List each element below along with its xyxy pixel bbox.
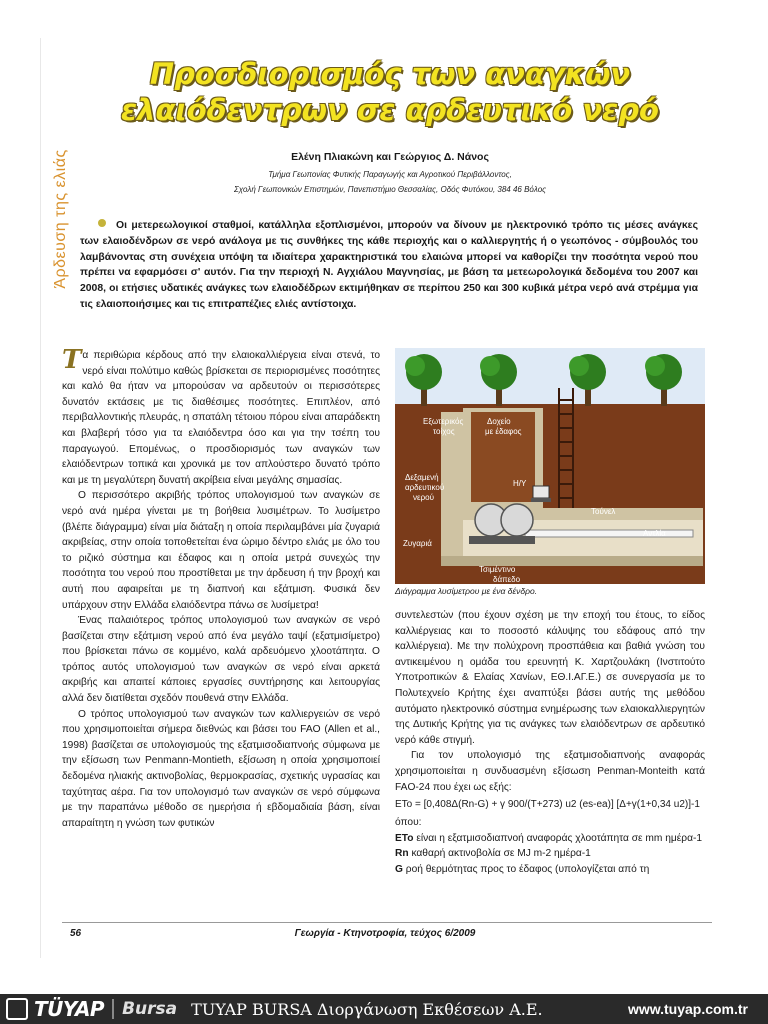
lysimeter-diagram — [395, 348, 705, 584]
authors: Ελένη Πλιακώνη και Γεώργιος Δ. Νάνος — [291, 151, 489, 163]
article-title — [100, 56, 680, 128]
where-label: όπου: — [395, 817, 422, 829]
label-scale: Ζυγαριά — [403, 539, 432, 548]
label-soil-tank: Δοχείο με έδαφος — [485, 417, 522, 436]
definition-term: G — [395, 863, 403, 875]
label-outer-wall: Εξωτερικός τοίχος — [423, 417, 464, 436]
label-tunnel: Τούνελ — [591, 507, 616, 516]
section-tab-label: Άρδευση της ελιάς — [52, 149, 69, 289]
definition-text: καθαρή ακτινοβολία σε MJ m-2 ημέρα-1 — [411, 848, 591, 860]
left-column — [62, 345, 380, 831]
affiliation — [100, 167, 680, 197]
paragraph: Ο περισσότερο ακριβής τρόπος υπολογισμού των αναγκών σε νερό ανά ημέρα γίνεται με τη βοήθεια λυσιμέτρων. Το λυσίμετρο (βλέπε διάγραμμα) είναι μία διάταξη η οποία περιλαμβάνει μία ζυγαριά ακριβείας, στην οποία τοποθετείται ένα ώριμο δέντρο ελιάς με όλο του το ριζικό σύστημα και έδαφος και η οποία μετρά συνεχώς την ποσότητα του νερού που προστίθεται με την άρδευση ή την βροχή και αυτή που αφαιρείται με τη διαπνοή και εξάτμιση. Φυσικά δεν υπάρχουν στην Ελλάδα ελαιόδεντρα πάνω σε λυσίμετρα! — [62, 490, 380, 611]
journal-name: Γεωργία - Κτηνοτροφία, τεύχος 6/2009 — [294, 928, 476, 939]
right-column — [395, 608, 705, 878]
definitions — [395, 815, 705, 877]
water-tank — [501, 504, 533, 536]
definition-term: Rn — [395, 848, 409, 860]
section-tab — [41, 130, 69, 310]
definition-item — [395, 846, 705, 862]
pipe — [525, 530, 693, 537]
brand-name: TÜYAP — [34, 997, 105, 1021]
label-pump: Αντλία — [643, 529, 666, 538]
label-floor: Τσιμέντινο δάπεδο — [479, 565, 521, 584]
brand-logo-icon — [6, 998, 28, 1020]
paragraph: Ένας παλαιότερος τρόπος υπολογισμού των αναγκών σε νερό βασίζεται στην εξάτμιση νερού από ένα μεγάλο ταψί (εξατμισίμετρο) που βρίσκεται πάνω σε κομμένο, καλά αρδευόμενο χλοοτάπητα. Ο τρόπος αυτός υπολογισμού των αναγκών σε νερό είναι αρκετά ακριβής και απαιτεί κάποιες εργασίες συντήρησης και λειτουργίας αλλά δεν διατίθεται σχεδόν πουθενά στην Ελλάδα. — [62, 615, 380, 705]
definition-item — [395, 831, 705, 847]
title-line-1: Προσδιορισμός των αναγκών — [149, 57, 631, 91]
definition-item — [395, 862, 705, 878]
penman-monteith-equation: ETo = [0,408Δ(Rn-G) + γ 900/(T+273) u2 (es-ea)] [Δ+γ(1+0,34 u2)]-1 — [395, 799, 700, 811]
definition-text: ροή θερμότητας προς το έδαφος (υπολογίζεται από τη — [405, 863, 650, 875]
bullet-icon — [98, 219, 106, 227]
scale — [469, 536, 535, 544]
dropcap: Τ — [62, 345, 82, 375]
paragraph: Ο τρόπος υπολογισμού των αναγκών των καλλιεργειών σε νερό που χρησιμοποιείται σήμερα διεθνώς και βάσει του FAO (Allen et al., 1998) βασίζεται σε υπολογισμούς της εξατμισοδιαπνοής σύμφωνα με την εξίσωση των Penmann-Montieth, εξίσωση η οποία χρησιμοποιεί δεδομένα ηλιακής ακτινοβολίας, θερμοκρασίας, σχετικής υγρασίας και ταχύτητας αέρα. Για τον υπολογισμό των αναγκών σε νερό σύμφωνα με την παραπάνω μέθοδο σε ημερήσια ή εβδομαδιαία βάση, είναι απαραίτητη η γνώση των φυτικών — [62, 708, 380, 829]
paragraph-text: α περιθώρια κέρδους από την ελαιοκαλλιέργεια είναι στενά, το νερό είναι πολύτιμο καθώς βρίσκεται σε περιορισμένες ποσότητες και καλό θα ήταν να μπορούσαν να αρδευτούν οι περισσότερες δυνατόν εκτάσεις με τις διαθέσιμες ποσότητες. Επιπλέον, από περιβαλλοντικής πλευράς, η σπατάλη τέτοιου πόρου είναι απαράδεκτη και βλαβερή τόσο για τα ελαιόδεντρα όσο και για την τσέπη του παραγωγού. Επομένως, ο προσδιορισμός των αναγκών των ελαιόδεντρων τοπικά και χρονικά με τον απλούστερο δυνατό τρόπο και με τη μεγαλύτερη δυνατή ακρίβεια είναι μεγάλης σημασίας. — [62, 350, 380, 486]
diagram-caption: Διάγραμμα λυσίμετρου με ένα δένδρο. — [395, 586, 538, 596]
footer-divider — [62, 922, 712, 923]
definition-term: ETo — [395, 832, 414, 844]
banner-url-link[interactable]: www.tuyap.com.tr — [627, 1001, 748, 1017]
page-number: 56 — [70, 928, 82, 939]
abstract-text: Οι μετερεωλογικοί σταθμοί, κατάλληλα εξοπλισμένοι, μπορούν να δίνουν με ηλεκτρονικό τρόπο τις μέσες ανάγκες των ελαιοδένδρων σε νερό ανάλογα με τις συνθήκες της κάθε περιοχής και ο καλλιεργητής ή ο γεωπόνος - σύμβουλός του λαμβάνοντας στη συνέχεια υπόψη τα ιδιαίτερα χαρακτηριστικά του ελαιώνα μπορεί να καθορίζει την ποσότητα νερού που πρέπει να εφαρμόσει σ' αυτόν. Για την περιοχή Ν. Αγχιάλου Μαγνησίας, με βάση τα μετεωρολογικά δεδομένα του 2007 και 2008, οι ετήσιες υδατικές ανάγκες των ελαιοδέδρων εκτιμήθηκαν σε περίπου 250 και 300 κυβικά μέτρα νερό ανά στρέμμα για τις ελαιοποιήσιμες και τις επιτραπέζιες ελιές αντίστοιχα. — [80, 220, 698, 310]
definition-text: είναι η εξατμισοδιαπνοή αναφοράς χλοοτάπητα σε mm ημέρα-1 — [416, 832, 703, 844]
label-pc: Η/Υ — [513, 479, 527, 488]
paragraph: Για τον υπολογισμό της εξατμισοδιαπνοής αναφοράς χρησιμοποιείται η συνδυασμένη εξίσωση Penman-Monteith κατά FAO-24 που έχει ως εξής: — [395, 750, 705, 793]
paragraph — [62, 345, 380, 488]
title-line-2: ελαιόδεντρων σε αρδευτικό νερό — [121, 93, 659, 127]
banner-text: TUYAP BURSA Διοργάνωση Εκθέσεων Α.Ε. — [191, 999, 543, 1019]
brand-city: Bursa — [112, 999, 177, 1019]
paragraph: συντελεστών (που έχουν σχέση με την εποχή του έτους, το είδος καλλιέργειας και το ποσοστό κάλυψης του εδάφους από την καλλιέργεια). Με την πολύχρονη προσπάθεια και βαθιά γνώση του αντικειμένου η ομάδα του ερευνητή Κ. Χαρτζουλάκη (Ινστιτούτο Υποτροπικών & Ελαίας Χανίων, ΕΘ.Ι.ΑΓ.Ε.) σε συνεργασία με το Πολυτεχνείο Κρήτης έχει αναπτύξει βάσει αυτής της μεθόδου αυτόματο ηλεκτρονικό σύστημα ενημέρωσης των ελαιοκαλλιεργητών της Δυτικής Κρήτης για τις ανάγκες των ελαιόδεντρων σε αρδευτικό νερό κάθε στιγμή. — [395, 610, 705, 746]
label-tank: Δεξαμενή αρδευτικού νερού — [405, 473, 445, 502]
affiliation-line-2: Σχολή Γεωπονικών Επιστημών, Πανεπιστήμιο Θεσσαλίας, Οδός Φυτόκου, 384 46 Βόλος — [233, 185, 547, 194]
advertising-banner[interactable] — [0, 994, 768, 1024]
computer-icon — [533, 486, 549, 498]
abstract — [80, 218, 698, 313]
affiliation-line-1: Τμήμα Γεωπονίας Φυτικής Παραγωγής και Αγροτικού Περιβάλλοντος, — [268, 170, 512, 179]
